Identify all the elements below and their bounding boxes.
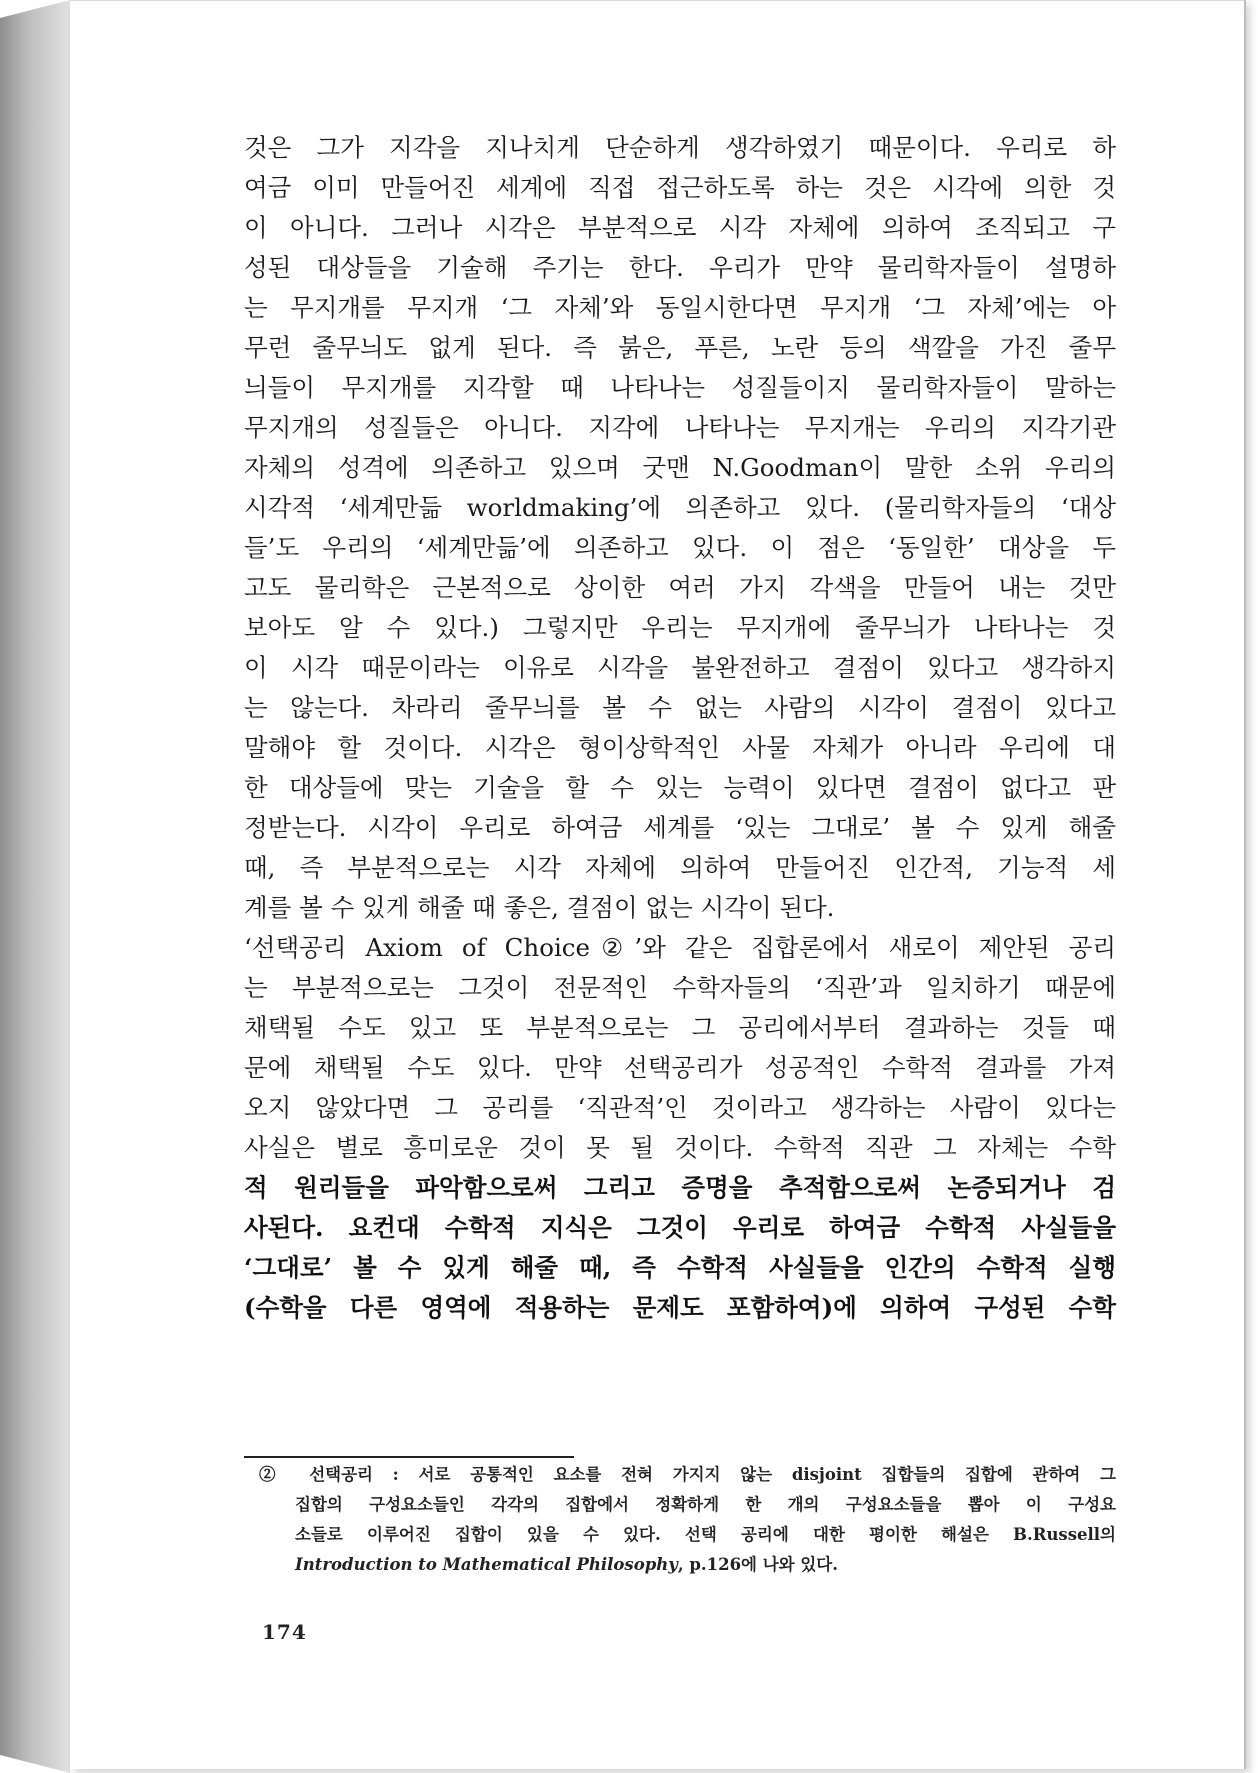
text-line: 들’도 우리의 ‘세계만듦’에 의존하고 있다. 이 점은 ‘동일한’ 대상을 두 <box>244 533 1116 562</box>
text-line: 사실은 별로 흥미로운 것이 못 될 것이다. 수학적 직관 그 자체는 수학 <box>244 1133 1116 1162</box>
text-line: 적 원리들을 파악함으로써 그리고 증명을 추적함으로써 논증되거나 검 <box>244 1173 1116 1202</box>
text-line: ‘선택공리 Axiom of Choice②’와 같은 집합론에서 새로이 제안된 공리 <box>244 933 1116 962</box>
text-line: 무지개의 성질들은 아니다. 지각에 나타나는 무지개는 우리의 지각기관 <box>244 413 1116 442</box>
footnote-divider <box>244 1456 574 1458</box>
text-line: 계를 볼 수 있게 해줄 때 좋은, 결점이 없는 시각이 된다. <box>244 893 835 922</box>
footnote-citation: , p.126에 나와 있다. <box>677 1555 838 1574</box>
text-line: 정받는다. 시각이 우리로 하여금 세계를 ‘있는 그대로’ 볼 수 있게 해줄 <box>244 813 1116 842</box>
text-line: 사된다. 요컨대 수학적 지식은 그것이 우리로 하여금 수학적 사실들을 <box>244 1213 1116 1242</box>
text-line: 것은 그가 지각을 지나치게 단순하게 생각하였기 때문이다. 우리로 하 <box>244 133 1116 162</box>
text-line: 늬들이 무지개를 지각할 때 나타나는 성질들이지 물리학자들이 말하는 <box>244 373 1116 402</box>
text-line: 고도 물리학은 근본적으로 상이한 여러 가지 각색을 만들어 내는 것만 <box>244 573 1116 602</box>
text-line: 는 무지개를 무지개 ‘그 자체’와 동일시한다면 무지개 ‘그 자체’에는 아 <box>244 293 1116 322</box>
text-line: ‘그대로’ 볼 수 있게 해줄 때, 즉 수학적 사실들을 인간의 수학적 실행 <box>244 1253 1116 1282</box>
page-number: 174 <box>262 1620 307 1644</box>
footnote-line: 집합의 구성요소들인 각각의 집합에서 정확하게 한 개의 구성요소들을 뽑아 이 구성요 <box>295 1495 1116 1514</box>
text-line: 시각적 ‘세계만듦 worldmaking’에 의존하고 있다. (물리학자들의 ‘대상 <box>244 493 1116 522</box>
text-line: (수학을 다른 영역에 적용하는 문제도 포함하여)에 의하여 구성된 수학 <box>244 1293 1116 1322</box>
text-line: 이 시각 때문이라는 이유로 시각을 불완전하고 결점이 있다고 생각하지 <box>244 653 1116 682</box>
text-line: 때, 즉 부분적으로는 시각 자체에 의하여 만들어진 인간적, 기능적 세 <box>244 853 1116 882</box>
text-line: 는 않는다. 차라리 줄무늬를 볼 수 없는 사람의 시각이 결점이 있다고 <box>244 693 1116 722</box>
text-line: 보아도 알 수 있다.) 그렇지만 우리는 무지개에 줄무늬가 나타나는 것 <box>244 613 1116 642</box>
text-line: 는 부분적으로는 그것이 전문적인 수학자들의 ‘직관’과 일치하기 때문에 <box>244 973 1116 1002</box>
text-line: 여금 이미 만들어진 세계에 직접 접근하도록 하는 것은 시각에 의한 것 <box>244 173 1116 202</box>
footnote <box>259 1460 1116 1580</box>
text-line: 성된 대상들을 기술해 주기는 한다. 우리가 만약 물리학자들이 설명하 <box>244 253 1116 282</box>
text-line: 자체의 성격에 의존하고 있으며 굿맨 N.Goodman이 말한 소위 우리의 <box>244 453 1116 482</box>
footnote-line: 소들로 이루어진 집합이 있을 수 있다. 선택 공리에 대한 평이한 해설은 B.Russell의 <box>295 1525 1116 1544</box>
text-line: 한 대상들에 맞는 기술을 할 수 있는 능력이 있다면 결점이 없다고 판 <box>244 773 1116 802</box>
text-line: 말해야 할 것이다. 시각은 형이상학적인 사물 자체가 아니라 우리에 대 <box>244 733 1116 762</box>
footnote-book-title: Introduction to Mathematical Philosophy <box>295 1555 678 1574</box>
text-line: 이 아니다. 그러나 시각은 부분적으로 시각 자체에 의하여 조직되고 구 <box>244 213 1116 242</box>
footnote-line <box>259 1550 1116 1580</box>
text-line: 문에 채택될 수도 있다. 만약 선택공리가 성공적인 수학적 결과를 가져 <box>244 1053 1116 1082</box>
text-line: 채택될 수도 있고 또 부분적으로는 그 공리에서부터 결과하는 것들 때 <box>244 1013 1116 1042</box>
book-spine-edge <box>0 0 70 1773</box>
body-text <box>244 128 1116 1328</box>
text-line: 무런 줄무늬도 없게 된다. 즉 붉은, 푸른, 노란 등의 색깔을 가진 줄무 <box>244 333 1116 362</box>
text-line: 오지 않았다면 그 공리를 ‘직관적’인 것이라고 생각하는 사람이 있다는 <box>244 1093 1116 1122</box>
footnote-line: ② 선택공리 : 서로 공통적인 요소를 전혀 가지지 않는 disjoint 집합들의 집합에 관하여 그 <box>259 1465 1116 1484</box>
